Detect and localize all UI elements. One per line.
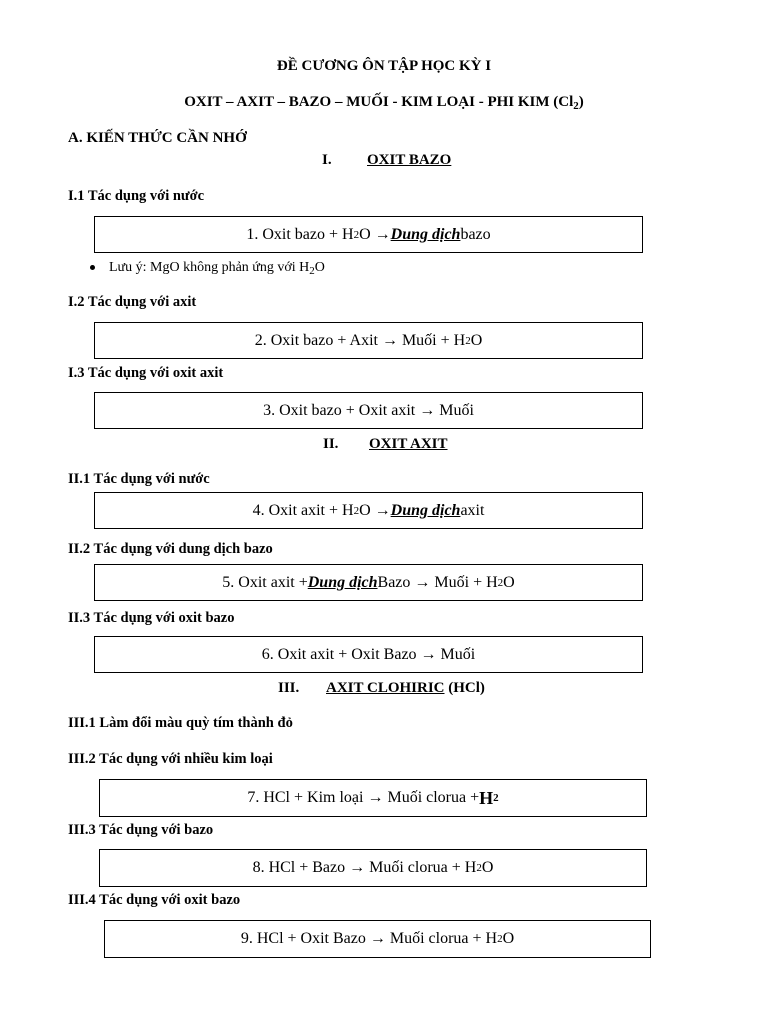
subheading-3-2: III.2 Tác dụng với nhiều kim loại — [68, 751, 273, 767]
section-3-title-line — [326, 680, 485, 697]
equation-box-8: 8. HCl + Bazo → Muối clorua + H 2 O — [99, 849, 647, 887]
subheading-1-1: I.1 Tác dụng với nước — [68, 188, 205, 204]
equation-box-2: 2. Oxit bazo + Axit → Muối + H 2 O — [94, 322, 643, 359]
section-1-number: I. — [322, 152, 332, 168]
subheading-3-3: III.3 Tác dụng với bazo — [68, 822, 214, 838]
part-a-heading: A. KIẾN THỨC CẦN NHỚ — [68, 130, 247, 146]
subheading-2-3: II.3 Tác dụng với oxit bazo — [68, 610, 235, 626]
document-title: ĐỀ CƯƠNG ÔN TẬP HỌC KỲ I — [276, 58, 492, 74]
equation-box-4: 4. Oxit axit + H 2 O → Dung dịch axit — [94, 492, 643, 529]
subheading-2-1: II.1 Tác dụng với nước — [68, 471, 210, 487]
equation-box-7: 7. HCl + Kim loại → Muối clorua + H 2 — [99, 779, 647, 817]
equation-box-1: 1. Oxit bazo + H 2 O → Dung dịch bazo — [94, 216, 643, 253]
section-1-title: OXIT BAZO — [367, 152, 452, 168]
equation-box-5: 5. Oxit axit + Dung dịch Bazo → Muối + H 2 O — [94, 564, 643, 601]
section-3-number: III. — [278, 680, 300, 696]
subheading-3-4: III.4 Tác dụng với oxit bazo — [68, 892, 241, 908]
equation-box-3: 3. Oxit bazo + Oxit axit → Muối — [94, 392, 643, 429]
section-2-number: II. — [323, 436, 339, 452]
bullet-icon — [90, 265, 95, 270]
section-3-title-suffix: (HCl) — [444, 680, 485, 696]
subheading-3-1: III.1 Làm đổi màu quỳ tím thành đỏ — [68, 715, 293, 731]
subheading-1-3: I.3 Tác dụng với oxit axit — [68, 365, 224, 381]
equation-box-6: 6. Oxit axit + Oxit Bazo → Muối — [94, 636, 643, 673]
section-2-title: OXIT AXIT — [369, 436, 448, 452]
document-subtitle: OXIT – AXIT – BAZO – MUỐI - KIM LOẠI - PHI KIM $(Cl_2)$ — [184, 94, 584, 112]
note-mgo: Lưu ý: MgO không phản ứng với $H_2O$ — [90, 260, 325, 276]
equation-box-9: 9. HCl + Oxit Bazo → Muối clorua + H 2 O — [104, 920, 651, 958]
section-3-title: AXIT CLOHIRIC — [326, 680, 445, 696]
subheading-2-2: II.2 Tác dụng với dung dịch bazo — [68, 541, 273, 557]
subheading-1-2: I.2 Tác dụng với axit — [68, 294, 197, 310]
